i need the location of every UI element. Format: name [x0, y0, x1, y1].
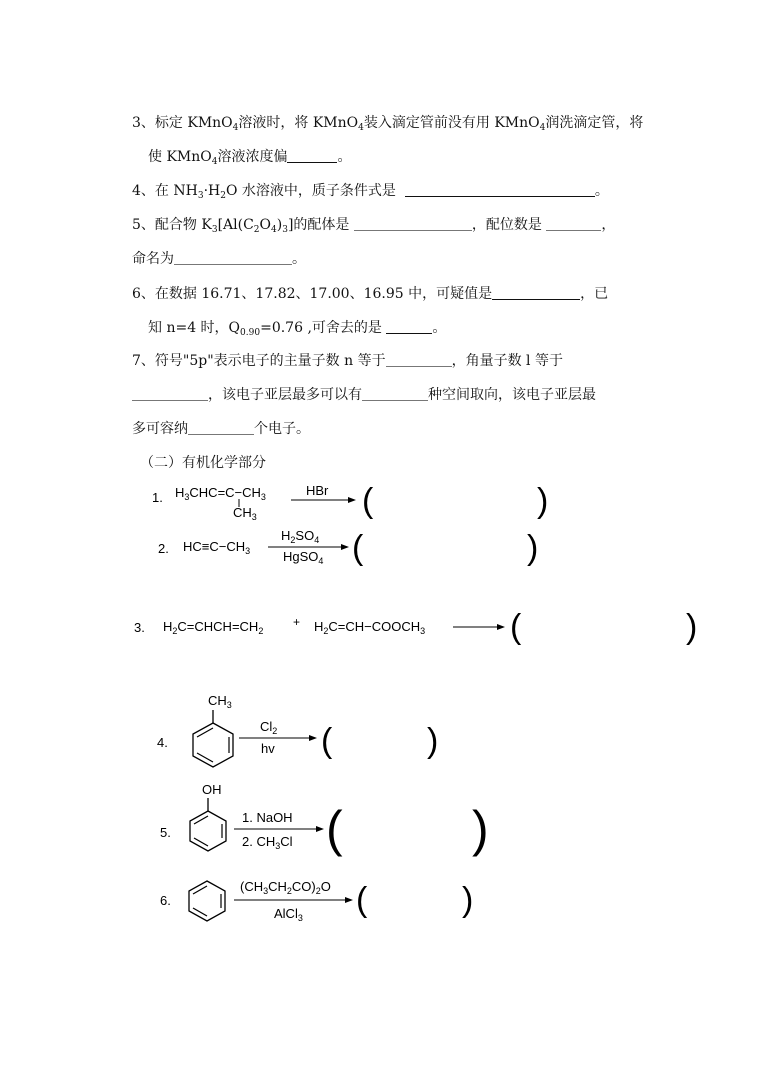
reaction-5-close-paren: )	[472, 801, 489, 857]
reaction-1-reactant: $H_3CHC=C-CH_3$	[175, 485, 266, 502]
reaction-3-diene: $H_2C=CHCH=CH_2$	[163, 619, 264, 636]
q6-line1: 6、在数据 16.71、17.82、17.00、16.95 中，可疑值是 ，已	[132, 286, 609, 302]
q7-line2: ，该电子亚层最多可以有 种空间取向，该电子亚层最	[132, 386, 596, 404]
q5-line1: 5、配合物 $K_3[Al(C_2O_4)_3]$的配体是 ，配位数是 ，	[132, 217, 616, 235]
reaction-3-close-paren: )	[686, 608, 698, 646]
reaction-2-close-paren: )	[527, 529, 539, 567]
reaction-2-reagent-above: $H_2SO_4$	[281, 528, 320, 545]
reaction-4-number: 4.	[157, 735, 168, 750]
reaction-1-open-paren: (	[362, 482, 374, 520]
q3-line1: 3、标定 KMnO$_4$溶液时，将 KMnO$_4$装入滴定管前没有用 KMnO$_4$润洗滴定管，将	[132, 115, 644, 133]
reaction-6-reagent-above: $(CH_3CH_2CO)_2O$	[240, 879, 331, 896]
reaction-3-number: 3.	[134, 620, 145, 635]
reaction-6-answer-box[interactable]	[368, 887, 458, 915]
q7-line1: 7、符号"5p"表示电子的主量子数 n 等于 ，角量子数 l 等于	[132, 353, 563, 369]
reaction-5-step1: 1. NaOH	[242, 810, 293, 825]
reaction-4-close-paren: )	[427, 722, 439, 760]
reaction-5-step2: 2. $CH_3Cl$	[242, 834, 293, 851]
reaction-2-reagent-below: HgSO$_4$	[283, 549, 324, 566]
reaction-5-open-paren: (	[326, 801, 343, 857]
reaction-3-open-paren: (	[510, 608, 522, 646]
reaction-6-open-paren: (	[356, 881, 368, 919]
q6-line2: 知 n=4 时，$Q_{0.90}=0.76$ ,可舍去的是 。	[148, 320, 447, 338]
q4-line: 4、在 $NH_3\cdot H_2O$ 水溶液中，质子条件式是 。	[132, 183, 609, 201]
reaction-4-open-paren: (	[321, 722, 333, 760]
reaction-3-plus: +	[293, 615, 301, 629]
reaction-2-open-paren: (	[352, 529, 364, 567]
reaction-4-reagent-below: hv	[261, 741, 275, 756]
q5-line2: 命名为 。	[132, 251, 306, 267]
reaction-4-reagent-above: $Cl_2$	[260, 719, 278, 736]
reaction-1-reagent: HBr	[306, 483, 329, 498]
q7-line3: 多可容纳 个电子。	[132, 421, 310, 437]
reaction-5-substituent: OH	[202, 782, 222, 797]
reaction-4-substituent: $CH_3$	[208, 693, 232, 710]
reaction-6-number: 6.	[160, 893, 171, 908]
q3-line2: 使 KMnO$_4$溶液浓度偏 。	[148, 149, 352, 167]
reaction-5-number: 5.	[160, 825, 171, 840]
reaction-1-branch: $CH_3$	[233, 505, 257, 522]
section-title: （二）有机化学部分	[140, 455, 266, 471]
reaction-2-reactant: $HC\equiv C-CH_3$	[183, 539, 251, 556]
reaction-6-close-paren: )	[462, 881, 474, 919]
reaction-3-dienophile: $H_2C=CH-COOCH_3$	[314, 619, 426, 636]
reaction-1-close-paren: )	[537, 482, 549, 520]
reaction-6-catalyst: AlCl$_3$	[274, 906, 303, 923]
reaction-2-number: 2.	[158, 541, 169, 556]
reaction-1-number: 1.	[152, 490, 163, 505]
